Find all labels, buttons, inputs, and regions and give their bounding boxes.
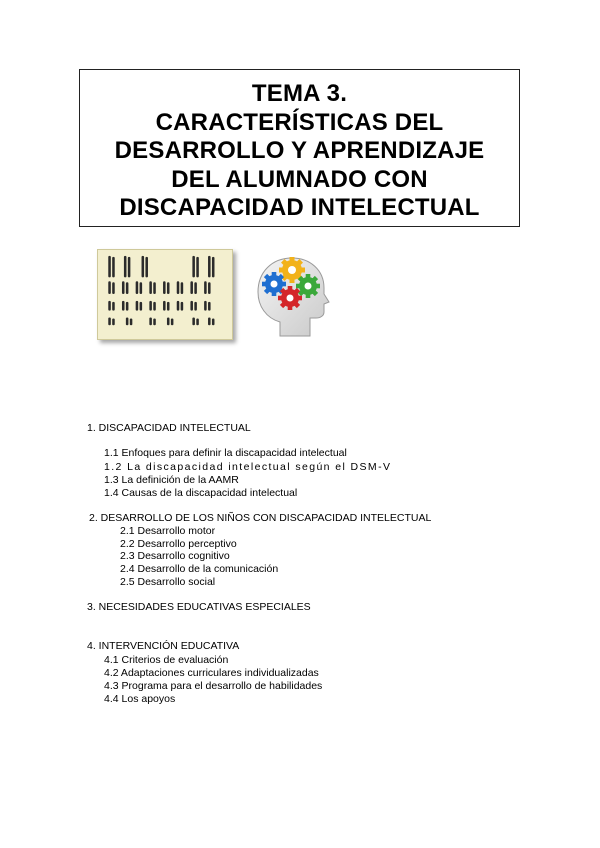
section-2-item-1: 2.1 Desarrollo motor — [120, 525, 216, 537]
section-2-item-2: 2.2 Desarrollo perceptivo — [120, 538, 237, 550]
section-2-item-5: 2.5 Desarrollo social — [120, 576, 216, 588]
section-4-item-3: 4.3 Programa para el desarrollo de habilidades — [104, 680, 323, 692]
section-2-item-4: 2.4 Desarrollo de la comunicación — [120, 563, 279, 575]
title-line-5: DISCAPACIDAD INTELECTUAL — [119, 194, 480, 221]
section-4-heading: 4. INTERVENCIÓN EDUCATIVA — [87, 640, 240, 652]
section-2-item-3: 2.3 Desarrollo cognitivo — [120, 550, 230, 562]
section-3-heading: 3. NECESIDADES EDUCATIVAS ESPECIALES — [87, 601, 311, 613]
section-2-heading: 2. DESARROLLO DE LOS NIÑOS CON DISCAPACIDAD INTELECTUAL — [89, 512, 432, 524]
section-1-item-2: 1.2 La discapacidad intelectual según el DSM-V — [104, 461, 392, 473]
title-line-2: CARACTERÍSTICAS DEL — [155, 108, 444, 136]
section-4-item-2: 4.2 Adaptaciones curriculares individualizadas — [104, 667, 319, 679]
title-line-1: TEMA 3. — [251, 80, 348, 107]
section-1-item-4: 1.4 Causas de la discapacidad intelectual — [104, 487, 298, 499]
section-4-item-1: 4.1 Criterios de evaluación — [104, 654, 229, 666]
title-line-4: DEL ALUMNADO CON — [171, 165, 428, 193]
title-line-3: DESARROLLO Y APRENDIZAJE — [114, 137, 485, 164]
section-1-heading: 1. DISCAPACIDAD INTELECTUAL — [87, 422, 251, 434]
section-1-item-3: 1.3 La definición de la AAMR — [104, 474, 239, 486]
section-1-item-1: 1.1 Enfoques para definir la discapacidad intelectual — [104, 447, 347, 459]
section-4-item-4: 4.4 Los apoyos — [104, 693, 176, 705]
